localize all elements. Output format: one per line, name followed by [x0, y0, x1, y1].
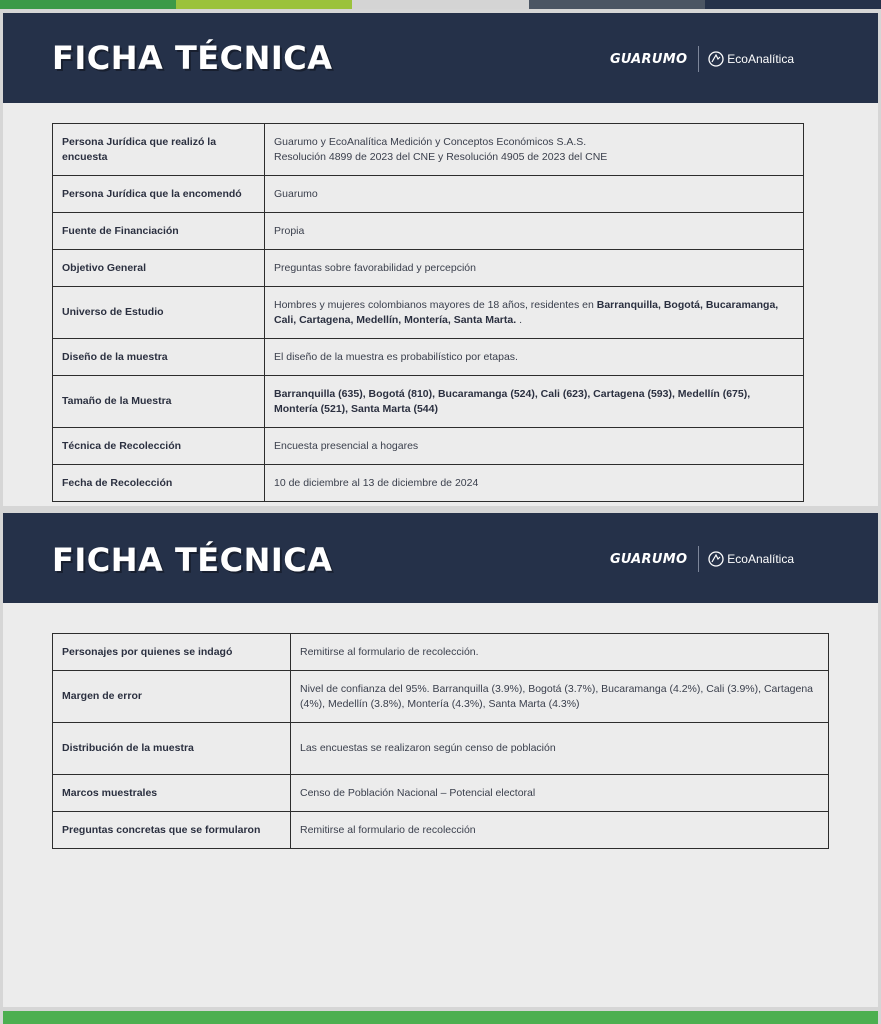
table-row	[53, 176, 804, 213]
slide-header	[3, 13, 878, 103]
row-value-bold: Barranquilla, Bogotá, Bucaramanga, Cali, Cartagena, Medellín, Montería, Santa Marta.	[274, 298, 779, 326]
row-label: Preguntas concretas que se formularon	[53, 812, 291, 849]
row-label: Distribución de la muestra	[53, 723, 291, 775]
row-label: Fecha de Recolección	[53, 465, 265, 502]
row-value: El diseño de la muestra es probabilístico por etapas.	[265, 339, 804, 376]
slide-2	[3, 513, 878, 1007]
strip-segment-navy	[705, 0, 881, 9]
ecoanalitica-icon	[708, 51, 724, 67]
row-label: Tamaño de la Muestra	[53, 376, 265, 428]
row-label: Personajes por quienes se indagó	[53, 634, 291, 671]
table-row	[53, 287, 804, 339]
row-value: Encuesta presencial a hogares	[265, 428, 804, 465]
ecoanalitica-logo	[708, 551, 794, 567]
row-value-line: Guarumo y EcoAnalítica Medición y Conceptos Económicos S.A.S.	[274, 135, 587, 148]
row-value: Remitirse al formulario de recolección	[291, 812, 829, 849]
row-value	[265, 287, 804, 339]
row-label: Persona Jurídica que realizó la encuesta	[53, 124, 265, 176]
logos	[610, 47, 794, 71]
strip-segment-gray	[352, 0, 528, 9]
guarumo-logo: GUARUMO	[609, 51, 688, 67]
strip-segment-lime	[176, 0, 352, 9]
strip-segment-green	[0, 0, 176, 9]
table-row	[53, 634, 829, 671]
ficha-tecnica-table-2	[52, 633, 829, 849]
row-value-line: Resolución 4899 de 2023 del CNE y Resolución 4905 de 2023 del CNE	[274, 150, 608, 163]
logo-divider	[698, 546, 699, 572]
row-label: Marcos muestrales	[53, 775, 291, 812]
row-label: Margen de error	[53, 671, 291, 723]
row-value	[265, 124, 804, 176]
row-value: Guarumo	[265, 176, 804, 213]
row-value: Nivel de confianza del 95%. Barranquilla (3.9%), Bogotá (3.7%), Bucaramanga (4.2%), Cali (3.9%), Cartagena (4%), Medellín (3.8%), Montería (4.3%), Santa Marta (4.3%)	[291, 671, 829, 723]
logos	[610, 547, 794, 571]
table-row	[53, 723, 829, 775]
table-row	[53, 428, 804, 465]
ficha-tecnica-table-1	[52, 123, 804, 502]
row-value: Preguntas sobre favorabilidad y percepción	[265, 250, 804, 287]
row-value: Censo de Población Nacional – Potencial electoral	[291, 775, 829, 812]
ecoanalitica-logo-text: EcoAnalítica	[727, 552, 794, 566]
row-label: Diseño de la muestra	[53, 339, 265, 376]
top-color-strip	[0, 0, 881, 9]
table-row	[53, 213, 804, 250]
row-value: Propia	[265, 213, 804, 250]
table-row	[53, 339, 804, 376]
page-title: FICHA TÉCNICA	[52, 541, 333, 579]
logo-divider	[698, 46, 699, 72]
table-row	[53, 376, 804, 428]
row-value: Remitirse al formulario de recolección.	[291, 634, 829, 671]
table-row	[53, 671, 829, 723]
row-label: Objetivo General	[53, 250, 265, 287]
row-value-suffix: .	[516, 313, 522, 326]
slide-header	[3, 513, 878, 603]
row-value-text: Hombres y mujeres colombianos mayores de 18 años, residentes en	[274, 298, 597, 311]
table-row	[53, 812, 829, 849]
ecoanalitica-logo	[708, 51, 794, 67]
bottom-green-bar	[3, 1011, 878, 1024]
row-label: Fuente de Financiación	[53, 213, 265, 250]
slide-1	[3, 13, 878, 506]
ecoanalitica-logo-text: EcoAnalítica	[727, 52, 794, 66]
table-row	[53, 465, 804, 502]
table-row	[53, 250, 804, 287]
table-row	[53, 775, 829, 812]
row-value-bold: Barranquilla (635), Bogotá (810), Bucaramanga (524), Cali (623), Cartagena (593), Medellín (675), Montería (521), Santa Marta (544)	[274, 387, 751, 415]
strip-segment-slate	[529, 0, 705, 9]
row-label: Persona Jurídica que la encomendó	[53, 176, 265, 213]
page-title: FICHA TÉCNICA	[52, 39, 333, 77]
row-label: Técnica de Recolección	[53, 428, 265, 465]
ecoanalitica-icon	[708, 551, 724, 567]
table-row	[53, 124, 804, 176]
row-label: Universo de Estudio	[53, 287, 265, 339]
row-value: Las encuestas se realizaron según censo de población	[291, 723, 829, 775]
row-value: 10 de diciembre al 13 de diciembre de 2024	[265, 465, 804, 502]
guarumo-logo: GUARUMO	[609, 551, 688, 567]
row-value	[265, 376, 804, 428]
